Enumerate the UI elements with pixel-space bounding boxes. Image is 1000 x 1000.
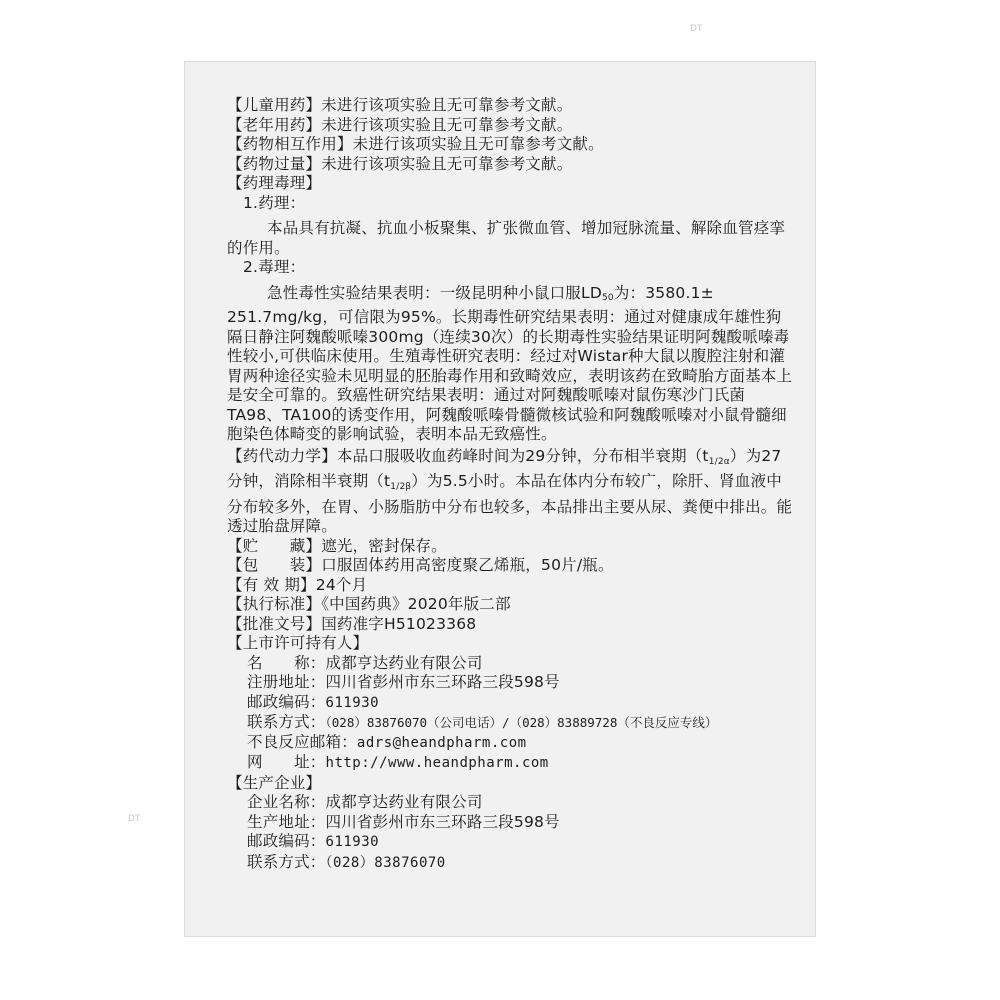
mah-website-label: 网 址： bbox=[247, 753, 326, 771]
storage-value: 遮光，密封保存。 bbox=[321, 536, 447, 555]
producer-name bbox=[227, 793, 795, 813]
mah-email-value: adrs@heandpharm.com bbox=[356, 734, 527, 751]
producer-address-value: 四川省彭州市东三环路三段598号 bbox=[325, 812, 560, 831]
mah-name-label: 名 称： bbox=[247, 653, 326, 672]
mah-phone bbox=[227, 713, 795, 733]
section-standard bbox=[227, 595, 795, 615]
section-mah-title: 【上市许可持有人】 bbox=[227, 634, 369, 652]
section-interactions: 【药物相互作用】未进行该项实验且无可靠参考文献。 bbox=[227, 135, 604, 153]
tox-line1-a: 急性毒性实验结果表明：一级昆明种小鼠口服LD bbox=[267, 283, 602, 302]
tox-line1-b: 为：3580.1± bbox=[613, 283, 714, 302]
approval-label: 【批准文号】 bbox=[227, 614, 322, 633]
producer-phone-value: （028）83876070 bbox=[325, 854, 446, 871]
mah-name-value: 成都亨达药业有限公司 bbox=[325, 653, 483, 672]
mah-postcode-value: 611930 bbox=[325, 694, 380, 711]
validity-value: 24个月 bbox=[315, 575, 368, 594]
section-validity bbox=[227, 576, 795, 596]
watermark: DT bbox=[128, 814, 141, 824]
producer-address bbox=[227, 813, 795, 833]
pharmacology-subtitle: 1.药理： bbox=[243, 193, 306, 212]
pharmacology-text: 本品具有抗凝、抗血小板聚集、扩张微血管、增加冠脉流量、解除血管痉挛的作用。 bbox=[227, 219, 786, 257]
section-approval bbox=[227, 615, 795, 635]
validity-label: 【有 效 期】 bbox=[227, 575, 316, 594]
producer-phone bbox=[227, 853, 795, 874]
producer-name-value: 成都亨达药业有限公司 bbox=[325, 793, 483, 811]
mah-postcode bbox=[227, 693, 795, 714]
mah-phone-label: 联系方式： bbox=[247, 713, 326, 731]
pk-text-b: ）为27分钟，消除相半衰期（t bbox=[227, 446, 782, 490]
watermark: DT bbox=[690, 24, 703, 34]
section-producer-title: 【生产企业】 bbox=[227, 773, 322, 792]
section-pharm-tox-title: 【药理毒理】 bbox=[227, 174, 322, 192]
standard-label: 【执行标准】 bbox=[227, 595, 322, 613]
storage-label: 【贮 藏】 bbox=[227, 536, 322, 555]
producer-phone-label: 联系方式： bbox=[247, 852, 326, 871]
toxicology-text bbox=[227, 284, 795, 309]
section-package bbox=[227, 556, 795, 576]
producer-address-label: 生产地址： bbox=[247, 812, 326, 831]
producer-name-label: 企业名称： bbox=[247, 793, 326, 811]
pk-subscript-2: 1/2β bbox=[390, 482, 412, 492]
package-value: 口服固体药用高密度聚乙烯瓶，50片/瓶。 bbox=[321, 556, 614, 574]
section-overdose: 【药物过量】未进行该项实验且无可靠参考文献。 bbox=[227, 154, 573, 173]
section-pediatric: 【儿童用药】未进行该项实验且无可靠参考文献。 bbox=[227, 96, 573, 114]
producer-postcode-value: 611930 bbox=[325, 834, 380, 850]
mah-address-value: 四川省彭州市东三环路三段598号 bbox=[325, 673, 560, 691]
producer-postcode-label: 邮政编码： bbox=[247, 832, 326, 850]
mah-phone-value: （028）83876070（公司电话）/（028）83889728（不良反应专线） bbox=[325, 715, 718, 730]
insert-content bbox=[227, 96, 795, 873]
package-label: 【包 装】 bbox=[227, 556, 322, 574]
package-insert-page bbox=[185, 62, 815, 936]
toxicology-text-body: 251.7mg/kg，可信限为95%。长期毒性研究结果表明：通过对健康成年雄性狗隔日静注阿魏酸哌嗪300mg（连续30次）的长期毒性实验结果证明阿魏酸哌嗪毒性较小,可供临床使用。生殖毒性研究表明：经过对Wistar种大鼠以腹腔注射和灌胃两种途径实验未见明显的胚胎毒作用和致畸效应，表明该药在致畸胎方面基本上是安全可靠的。致癌性研究结果表明：通过对阿魏酸哌嗪对鼠伤寒沙门氏菌TA98、TA100的诱变作用，阿魏酸哌嗪骨髓微核试验和阿魏酸哌嗪对小鼠骨髓细胞染色体畸变的影响试验，表明本品无致癌性。 bbox=[227, 308, 793, 443]
mah-website bbox=[227, 753, 795, 774]
producer-postcode bbox=[227, 832, 795, 853]
mah-name bbox=[227, 654, 795, 674]
mah-postcode-label: 邮政编码： bbox=[247, 692, 326, 711]
approval-value: 国药准字H51023368 bbox=[321, 614, 477, 633]
pk-subscript-1: 1/2α bbox=[708, 456, 730, 467]
toxicology-subtitle: 2.毒理： bbox=[243, 258, 306, 276]
section-storage bbox=[227, 537, 795, 557]
mah-website-value: http://www.heandpharm.com bbox=[325, 755, 549, 771]
mah-email bbox=[227, 733, 795, 754]
section-pharmacokinetics bbox=[227, 447, 795, 537]
standard-value: 《中国药典》2020年版二部 bbox=[321, 595, 511, 613]
ld50-subscript: 50 bbox=[601, 292, 614, 303]
mah-email-label: 不良反应邮箱： bbox=[247, 732, 357, 751]
mah-address bbox=[227, 673, 795, 693]
pk-text-a: 【药代动力学】本品口服吸收血药峰时间为29分钟，分布相半衰期（t bbox=[227, 446, 709, 465]
section-geriatric: 【老年用药】未进行该项实验且无可靠参考文献。 bbox=[227, 115, 573, 134]
pk-text-c: ）为5.5小时。本品在体内分布较广，除肝、肾血液中分布较多外，在胃、小肠脂肪中分布也较多，本品排出主要从尿、粪便中排出。能透过胎盘屏障。 bbox=[227, 472, 793, 535]
mah-address-label: 注册地址： bbox=[247, 673, 326, 691]
